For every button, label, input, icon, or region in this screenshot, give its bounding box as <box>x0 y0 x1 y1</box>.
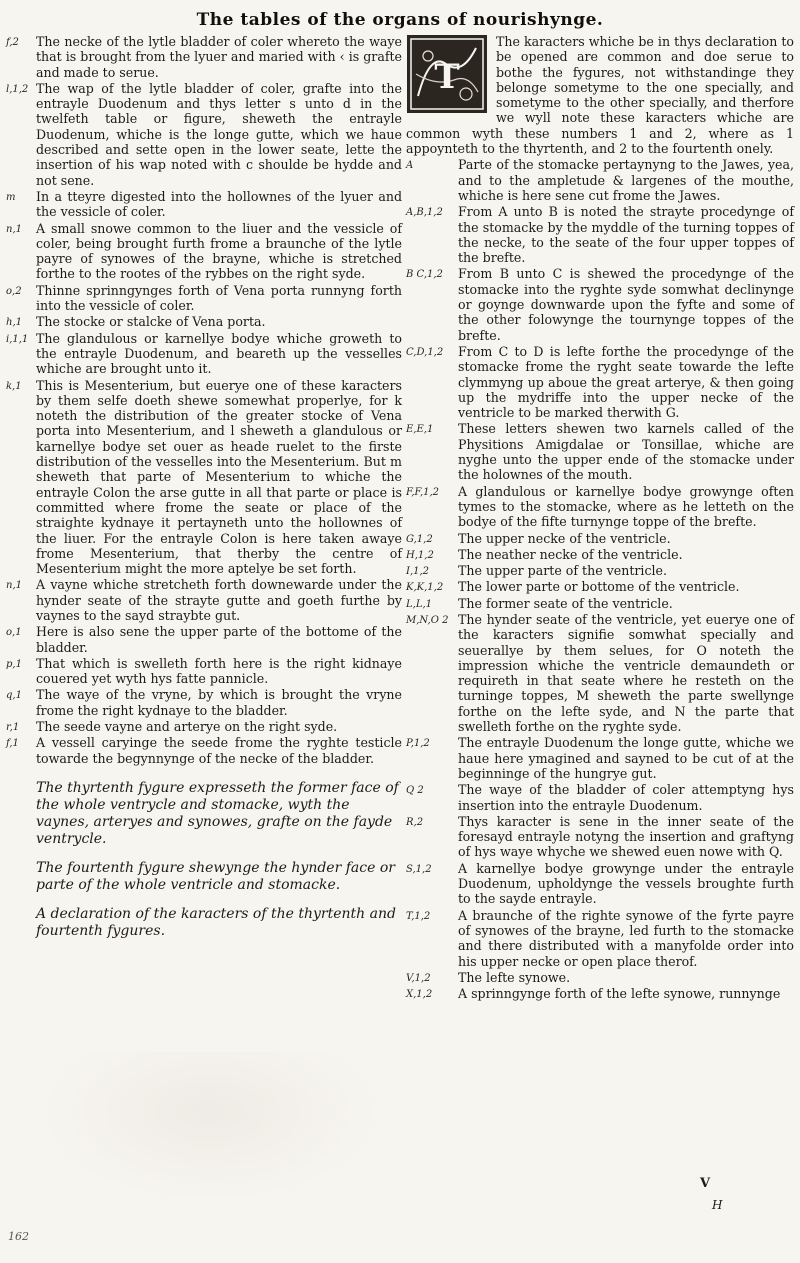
entry-text: A karnellye bodye growynge under the entrayle Duodenum, upholdynge the vessels broughte furth to the sayde entrayle. <box>458 860 794 907</box>
entry-text: Here is also sene the upper parte of the bottome of the bladder. <box>36 624 402 655</box>
marginal-key: p,1 <box>6 658 22 670</box>
entry-text: This is Mesenterium, but euerye one of these karacters by them selfe doeth shewe somewhat properlye, for k noteth the distribution of the greater stocke of Vena porta into Mesenterium, and l sheweth a glandulous or karnellye bodye set ouer as heade ruelet to the firste distribution of the vesselles into the Mesenterium. But m sheweth that parte of Mesenterium to whiche the entrayle Colon the arse gutte in all that parte or place is committed where frome the seate or place of the straighte kydnaye it pertayneth unto the hollownes of the liuer. For the entrayle Colon is here taken awaye frome Mesenterium, that therby the centre of Mesenterium might the more aptelye be set forth. <box>36 377 402 577</box>
marginal-key: A <box>406 160 414 172</box>
running-head: The tables of the organs of nourishynge. <box>196 10 604 30</box>
entry-text: A braunche of the righte synowe of the fyrte payre of synowes of the brayne, led furth to the stomacke and there distributed with a manyfolde order into his upper necke or open place therof. <box>458 907 794 969</box>
marginal-key: F,F,1,2 <box>406 486 440 498</box>
entry-text: A vayne whiche stretcheth forth downewarde under the hynder seate of the strayte gutte and goeth furthe by vaynes to the sayd straybte gut. <box>36 577 402 623</box>
annotation-entry <box>6 283 402 314</box>
annotation-entry <box>406 735 794 781</box>
annotation-entry <box>6 719 402 734</box>
annotation-entry <box>6 577 402 623</box>
annotation-entry <box>406 861 794 907</box>
entry-text: Thys karacter is sene in the inner seate of the foresayd entrayle notyng the insertion and graftyng of hys waye whyche we shewed euen nowe with Q. <box>458 813 794 860</box>
marginal-key: n,1 <box>6 580 22 592</box>
marginal-key: S,1,2 <box>406 863 432 875</box>
marginal-key: o,2 <box>6 285 22 297</box>
annotation-entry <box>406 970 794 985</box>
marginal-key: l,1,2 <box>6 83 29 95</box>
marginal-key: r,1 <box>6 722 20 734</box>
annotation-entry <box>406 986 794 1001</box>
marginal-key: E,E,1 <box>406 424 434 436</box>
marginal-key: I,1,2 <box>406 566 430 578</box>
entry-text: The neather necke of the ventricle. <box>458 546 683 562</box>
annotation-entry <box>406 34 794 156</box>
entry-text: The necke of the lytle bladder of coler whereto the waye that is brought from the lyuer and maried with ‹ is grafte and made to serue. <box>36 34 402 80</box>
annotation-entry <box>406 484 794 530</box>
left-entries <box>6 34 402 766</box>
marginal-key: R,2 <box>406 816 424 828</box>
entry-text: These letters shewen two karnels called of the Physitions Amigdalae or Tonsillae, whiche are nyghe unto the upper ende of the stomacke under the holownes of the mouth. <box>458 421 794 483</box>
marginal-key: A,B,1,2 <box>406 207 443 219</box>
annotation-entry <box>406 782 794 813</box>
figure-heading-thirteenth: The thyrtenth fygure expresseth the former face of the whole ventrycle and stomacke, wyth the vaynes, arteryes and synowes, grafte on the fayde ventrycle. <box>36 779 399 847</box>
marginal-key: Q 2 <box>406 785 424 797</box>
entry-text: In a tteyre digested into the hollownes of the lyuer and the vessicle of coler. <box>36 188 402 220</box>
annotation-entry <box>6 221 402 282</box>
marginal-key: L,L,1 <box>406 598 433 610</box>
entry-text: The lower parte or bottome of the ventricle. <box>458 579 740 595</box>
marginal-key: i,1,1 <box>6 333 29 345</box>
catchword: V <box>700 1176 711 1191</box>
annotation-entry <box>406 908 794 969</box>
marginal-key: h,1 <box>6 317 22 329</box>
annotation-entry <box>6 656 402 687</box>
annotation-entry <box>406 266 794 342</box>
annotation-entry <box>6 378 402 577</box>
marginal-key: T,1,2 <box>406 910 431 922</box>
entry-text: The upper necke of the ventricle. <box>458 530 671 546</box>
right-column <box>406 34 794 1002</box>
marginal-key: q,1 <box>6 690 22 702</box>
marginal-key: P,1,2 <box>406 738 430 750</box>
marginal-key: H,1,2 <box>406 549 434 561</box>
entry-text: The hynder seate of the ventricle, yet euerye one of the karacters signifie somwhat specially and seuerallye by them selues, for O noteth the impression whiche the ventricle demaundeth or requireth in that seate where he resteth on the turninge toppes, M sheweth the parte swellynge forthe on the lefte syde, and N the parte that swelleth forthe on the ryghte syde. <box>458 611 794 735</box>
annotation-entry <box>406 157 794 203</box>
annotation-entry <box>406 563 794 578</box>
annotation-entry <box>406 344 794 420</box>
marginal-key: V,1,2 <box>406 972 431 984</box>
entry-text: A glandulous or karnellye bodye growynge often tymes to the stomacke, where as he letteth on the bodye of the fifte turnynge toppe of the brefte. <box>458 483 794 530</box>
entry-text: A sprinngynge forth of the lefte synowe, runnynge <box>458 986 781 1002</box>
left-column <box>6 34 402 940</box>
entry-text: The glandulous or karnellye bodye whiche groweth to the entrayle Duodenum, and beareth up the vesselles whiche are brought unto it. <box>36 330 402 377</box>
entry-text: Parte of the stomacke pertaynyng to the Jawes, yea, and to the ampletude & largenes of the mouthe, whiche is here sene cut frome the Jawes. <box>458 157 794 203</box>
entry-text: A small snowe common to the liuer and the vessicle of coler, being brought furth frome a braunche of the lytle payre of synowes of the brayne, whiche is stretched forthe to the rootes of the rybbes on the right syde. <box>36 220 402 282</box>
entry-text: From B unto C is shewed the procedynge of the stomacke into the ryghte syde somwhat declinynge or goynge downwarde upon the fyfte and some of the other folowynge the tournynge toppes of the brefte. <box>458 266 794 343</box>
entry-text: The seede vayne and arterye on the right syde. <box>36 719 338 735</box>
marginal-key: f,1 <box>6 738 19 750</box>
annotation-entry <box>6 34 402 80</box>
entry-text: The waye of the bladder of coler attemptyng hys insertion into the entrayle Duodenum. <box>458 782 794 813</box>
entry-text: The waye of the vryne, by which is brought the vryne frome the right kydnaye to the bladder. <box>36 687 402 718</box>
annotation-entry <box>6 687 402 718</box>
annotation-entry <box>6 735 402 766</box>
annotation-entry <box>406 579 794 594</box>
svg-text:T: T <box>434 57 460 97</box>
entry-text: Thinne sprinngynges forth of Vena porta runnyng forth into the vessicle of coler. <box>36 282 402 314</box>
annotation-entry <box>406 596 794 611</box>
decorated-initial-woodcut <box>406 34 488 114</box>
entry-text: The stocke or stalcke of Vena porta. <box>36 314 266 330</box>
annotation-entry <box>6 331 402 377</box>
entry-text: A vessell caryinge the seede frome the ryghte testicle towarde the begynnynge of the necke of the bladder. <box>36 735 402 766</box>
marginal-key: m <box>6 191 16 203</box>
annotation-entry <box>6 81 402 188</box>
marginal-key: G,1,2 <box>406 533 433 545</box>
marginal-key: C,D,1,2 <box>406 346 444 358</box>
annotation-entry <box>6 624 402 655</box>
marginal-key: k,1 <box>6 380 22 392</box>
annotation-entry <box>406 547 794 562</box>
entry-text: The entrayle Duodenum the longe gutte, whiche we haue here ymagined and sayned to be cut of at the beginninge of the hungrye gut. <box>458 735 794 781</box>
marginal-key: B C,1,2 <box>406 269 443 281</box>
annotation-entry <box>6 189 402 220</box>
annotation-entry <box>406 421 794 482</box>
annotation-entry <box>6 314 402 329</box>
show-through-stain <box>40 1052 380 1202</box>
annotation-entry <box>406 531 794 546</box>
entry-text: The former seate of the ventricle. <box>458 595 673 611</box>
marginal-key: K,K,1,2 <box>406 582 444 594</box>
right-entries <box>406 34 794 1001</box>
entry-text: The lefte synowe. <box>458 969 571 985</box>
entry-text: From C to D is lefte forthe the procedynge of the stomacke frome the ryght seate towarde the lefte clymmyng up aboue the great arterye, & then going up the mydriffe into the upper necke of the ventricle to be marked therwith G. <box>458 343 794 421</box>
marginal-key: o,1 <box>6 627 22 639</box>
folio-number: 162 <box>8 1230 29 1243</box>
entry-text: The wap of the lytle bladder of coler, grafte into the entrayle Duodenum and thys letter s unto d in the twelfeth table or figure, sheweth the entrayle Duodenum, whiche is the longe gutte, which we haue described and sette open in the lower seate, lette the insertion of his wap noted with c shoulde be hydde and not sene. <box>36 80 402 188</box>
declaration-heading: A declaration of the karacters of the thyrtenth and fourtenth fygures. <box>36 905 396 939</box>
annotation-entry <box>406 204 794 265</box>
figure-heading-fourteenth: The fourtenth fygure shewynge the hynder face or parte of the whole ventricle and stomacke. <box>36 859 395 893</box>
entry-text: That which is swelleth forth here is the right kidnaye couered yet wyth hys fatte pannicle. <box>36 655 402 687</box>
entry-text: The karacters whiche be in thys declaration to be opened are common and doe serue to bothe the fygures, not withstandinge they belonge sometyme to the one specially, and sometyme to the other specially, and therfore we wyll note these karacters whiche are common wyth these numbers 1 and 2, where as 1 appoynteth to the thyrtenth, and 2 to the fourtenth onely. <box>406 34 794 157</box>
annotation-entry <box>406 814 794 860</box>
marginal-key: X,1,2 <box>406 989 433 1001</box>
entry-text: From A unto B is noted the strayte procedynge of the stomacke by the myddle of the turning toppes of the necke, to the seate of the four upper toppes of the brefte. <box>458 204 794 266</box>
signature-mark: H <box>712 1198 723 1212</box>
entry-text: The upper parte of the ventricle. <box>458 563 667 579</box>
annotation-entry <box>406 612 794 734</box>
marginal-key: M,N,O 2 <box>406 614 449 626</box>
marginal-key: f,2 <box>6 37 19 48</box>
marginal-key: n,1 <box>6 223 22 235</box>
